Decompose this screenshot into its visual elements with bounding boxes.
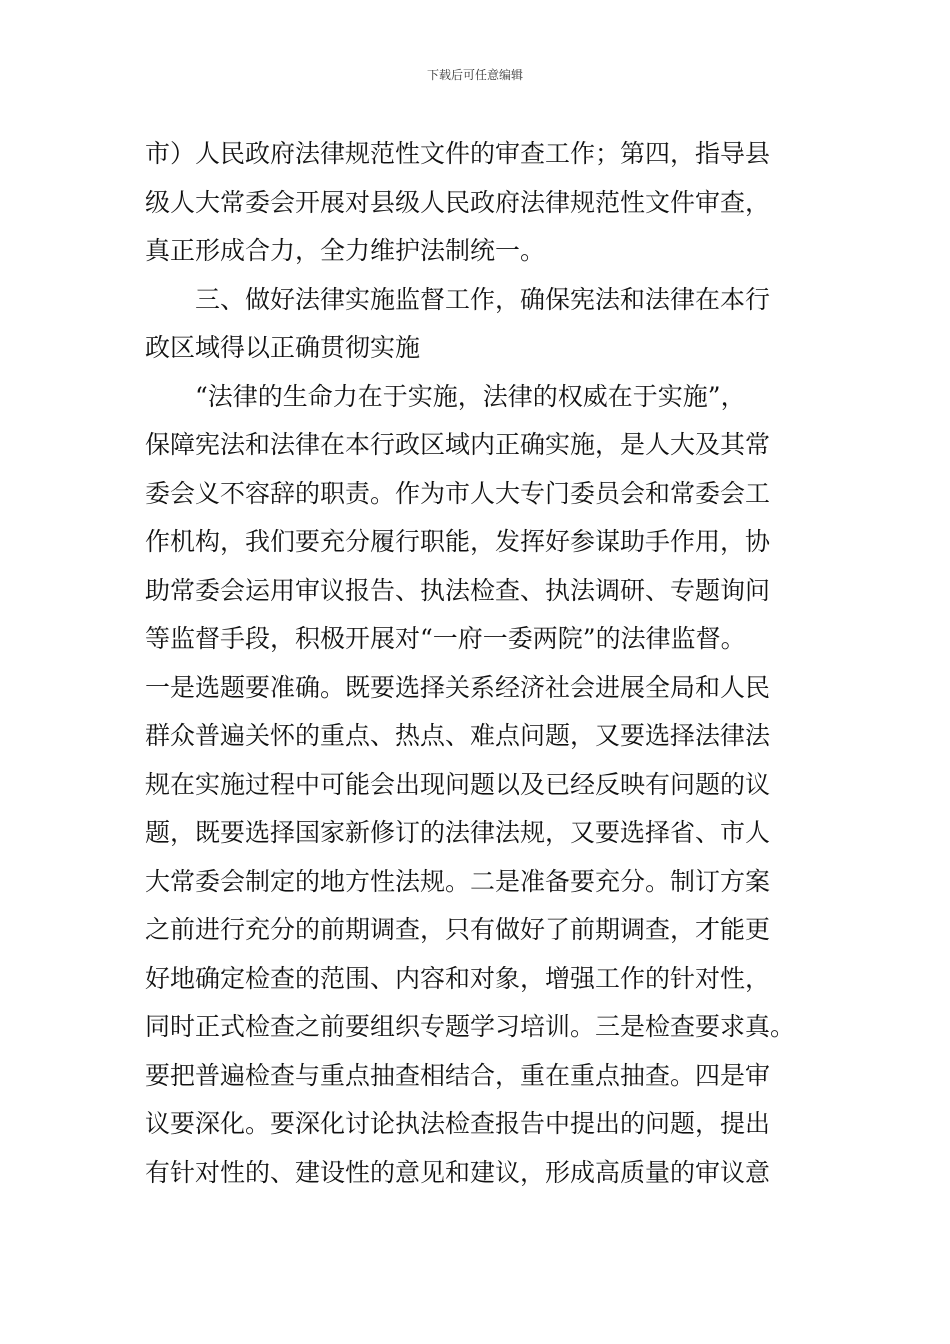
text-line: 真正形成合力，全力维护法制统一。	[145, 236, 546, 265]
page-header: 下载后可任意编辑	[426, 68, 523, 82]
text-line: 同时正式检查之前要组织专题学习培训。三是检查要求真。	[145, 1012, 796, 1041]
text-line: 要把普遍检查与重点抽查相结合，重在重点抽查。四是审	[145, 1060, 771, 1090]
text-line: 之前进行充分的前期调查，只有做好了前期调查，才能更	[145, 915, 771, 944]
text-line: 作机构，我们要充分履行职能，发挥好参谋助手作用，协	[145, 527, 771, 556]
text-line: “法律的生命力在于实施，法律的权威在于实施”，	[195, 381, 746, 411]
text-line: 群众普遍关怀的重点、热点、难点问题，又要选择法律法	[145, 721, 771, 750]
text-line: 好地确定检查的范围、内容和对象，增强工作的针对性，	[145, 963, 771, 993]
text-line: 大常委会制定的地方性法规。二是准备要充分。制订方案	[145, 866, 771, 896]
text-line: 有针对性的、建设性的意见和建议，形成高质量的审议意	[145, 1157, 771, 1187]
text-line: 级人大常委会开展对县级人民政府法律规范性文件审查，	[145, 187, 771, 217]
text-line: 政区域得以正确贯彻实施	[145, 333, 421, 362]
text-line: 题，既要选择国家新修订的法律法规，又要选择省、市人	[145, 818, 771, 847]
paragraph-3	[145, 373, 815, 1198]
text-line: 三、做好法律实施监督工作，确保宪法和法律在本行	[195, 284, 771, 314]
text-line: 议要深化。要深化讨论执法检查报告中提出的问题，提出	[145, 1109, 771, 1138]
section-heading-3	[145, 276, 815, 373]
text-line: 等监督手段，积极开展对“一府一委两院”的法律监督。	[145, 624, 746, 653]
text-line: 一是选题要准确。既要选择关系经济社会进展全局和人民	[145, 672, 771, 702]
paragraph-1	[145, 130, 815, 276]
text-line: 保障宪法和法律在本行政区域内正确实施，是人大及其常	[145, 430, 771, 459]
text-line: 助常委会运用审议报告、执法检查、执法调研、专题询问	[145, 575, 771, 605]
document-body	[145, 130, 815, 1197]
text-line: 市）人民政府法律规范性文件的审查工作；第四，指导县	[145, 139, 771, 168]
text-line: 规在实施过程中可能会出现问题以及已经反映有问题的议	[145, 769, 771, 799]
text-line: 委会义不容辞的职责。作为市人大专门委员会和常委会工	[145, 478, 771, 508]
